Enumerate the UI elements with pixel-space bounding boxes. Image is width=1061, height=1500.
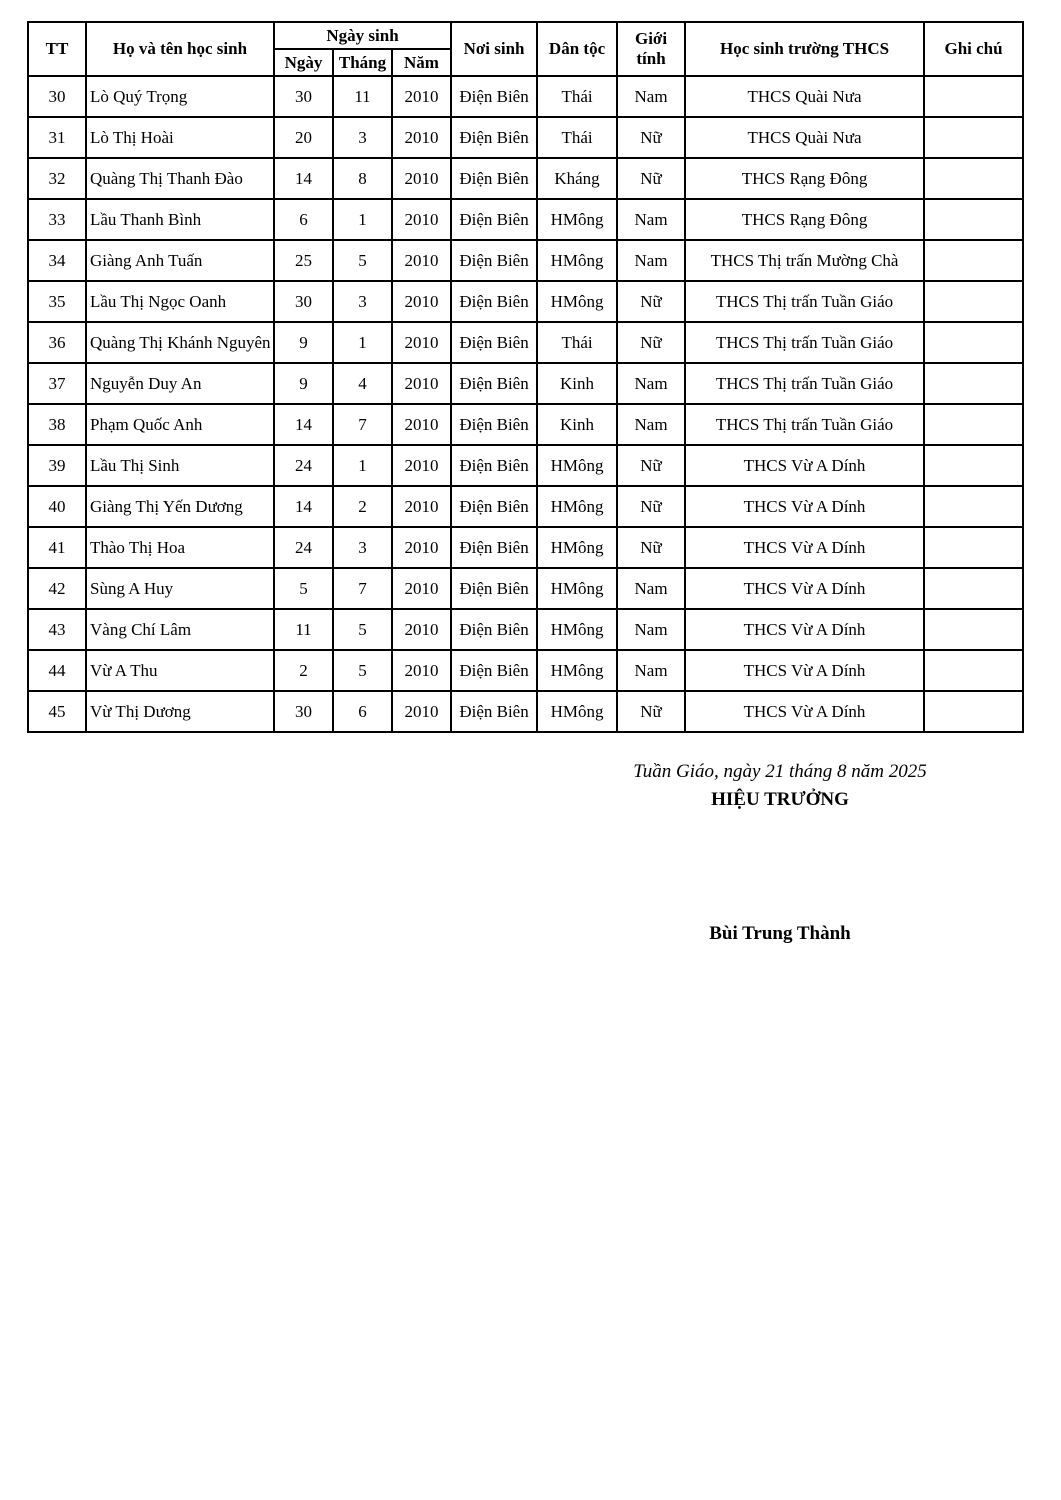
- row-name: Phạm Quốc Anh: [86, 404, 274, 445]
- row-tt: 39: [28, 445, 86, 486]
- header-dob: Ngày sinh: [274, 22, 451, 49]
- row-note: [924, 691, 1023, 732]
- row-tt: 44: [28, 650, 86, 691]
- row-day: 14: [274, 404, 333, 445]
- row-note: [924, 363, 1023, 404]
- row-ethnicity: HMông: [537, 568, 617, 609]
- row-tt: 45: [28, 691, 86, 732]
- row-day: 24: [274, 527, 333, 568]
- table-row: [28, 650, 1023, 691]
- row-month: 4: [333, 363, 392, 404]
- header-name: Họ và tên học sinh: [86, 22, 274, 76]
- row-tt: 40: [28, 486, 86, 527]
- row-gender: Nam: [617, 199, 685, 240]
- header-tt: TT: [28, 22, 86, 76]
- signature-date-line: Tuần Giáo, ngày 21 tháng 8 năm 2025: [633, 761, 927, 782]
- row-ethnicity: HMông: [537, 281, 617, 322]
- row-name: Giàng Thị Yến Dương: [86, 486, 274, 527]
- row-birthplace: Điện Biên: [451, 650, 537, 691]
- row-tt: 43: [28, 609, 86, 650]
- table-body: [28, 76, 1023, 732]
- row-year: 2010: [392, 568, 451, 609]
- row-school: THCS Vừ A Dính: [685, 486, 924, 527]
- row-year: 2010: [392, 691, 451, 732]
- row-gender: Nữ: [617, 117, 685, 158]
- row-school: THCS Vừ A Dính: [685, 650, 924, 691]
- row-note: [924, 486, 1023, 527]
- row-birthplace: Điện Biên: [451, 609, 537, 650]
- row-note: [924, 404, 1023, 445]
- row-note: [924, 240, 1023, 281]
- row-month: 3: [333, 527, 392, 568]
- row-tt: 38: [28, 404, 86, 445]
- header-birthplace: Nơi sinh: [451, 22, 537, 76]
- row-day: 5: [274, 568, 333, 609]
- row-month: 8: [333, 158, 392, 199]
- row-gender: Nữ: [617, 158, 685, 199]
- table-row: [28, 240, 1023, 281]
- row-day: 25: [274, 240, 333, 281]
- row-birthplace: Điện Biên: [451, 240, 537, 281]
- row-school: THCS Quài Nưa: [685, 117, 924, 158]
- row-note: [924, 281, 1023, 322]
- row-name: Lầu Thanh Bình: [86, 199, 274, 240]
- row-month: 11: [333, 76, 392, 117]
- table-row: [28, 568, 1023, 609]
- row-gender: Nữ: [617, 281, 685, 322]
- row-school: THCS Thị trấn Tuần Giáo: [685, 322, 924, 363]
- row-ethnicity: HMông: [537, 486, 617, 527]
- table-row: [28, 363, 1023, 404]
- row-birthplace: Điện Biên: [451, 281, 537, 322]
- row-tt: 42: [28, 568, 86, 609]
- table-header: [28, 22, 1023, 76]
- row-ethnicity: Kinh: [537, 363, 617, 404]
- row-name: Vừ Thị Dương: [86, 691, 274, 732]
- row-note: [924, 199, 1023, 240]
- row-name: Lò Quý Trọng: [86, 76, 274, 117]
- row-gender: Nam: [617, 363, 685, 404]
- row-tt: 31: [28, 117, 86, 158]
- row-school: THCS Thị trấn Mường Chà: [685, 240, 924, 281]
- row-school: THCS Rạng Đông: [685, 158, 924, 199]
- row-gender: Nam: [617, 240, 685, 281]
- row-gender: Nữ: [617, 322, 685, 363]
- row-name: Sùng A Huy: [86, 568, 274, 609]
- row-day: 2: [274, 650, 333, 691]
- row-name: Quàng Thị Khánh Nguyên: [86, 322, 274, 363]
- row-day: 20: [274, 117, 333, 158]
- row-birthplace: Điện Biên: [451, 363, 537, 404]
- row-note: [924, 445, 1023, 486]
- row-tt: 33: [28, 199, 86, 240]
- row-note: [924, 117, 1023, 158]
- row-ethnicity: HMông: [537, 445, 617, 486]
- header-note: Ghi chú: [924, 22, 1023, 76]
- row-ethnicity: Thái: [537, 76, 617, 117]
- row-year: 2010: [392, 445, 451, 486]
- row-school: THCS Vừ A Dính: [685, 568, 924, 609]
- row-day: 9: [274, 363, 333, 404]
- row-month: 5: [333, 609, 392, 650]
- row-name: Lầu Thị Sinh: [86, 445, 274, 486]
- row-month: 7: [333, 568, 392, 609]
- row-month: 5: [333, 650, 392, 691]
- row-year: 2010: [392, 363, 451, 404]
- row-birthplace: Điện Biên: [451, 117, 537, 158]
- row-gender: Nam: [617, 650, 685, 691]
- row-day: 30: [274, 691, 333, 732]
- row-note: [924, 76, 1023, 117]
- row-name: Thào Thị Hoa: [86, 527, 274, 568]
- row-birthplace: Điện Biên: [451, 76, 537, 117]
- row-tt: 36: [28, 322, 86, 363]
- row-year: 2010: [392, 609, 451, 650]
- row-birthplace: Điện Biên: [451, 322, 537, 363]
- row-ethnicity: Thái: [537, 322, 617, 363]
- row-gender: Nam: [617, 404, 685, 445]
- row-tt: 34: [28, 240, 86, 281]
- row-birthplace: Điện Biên: [451, 199, 537, 240]
- row-ethnicity: HMông: [537, 609, 617, 650]
- row-birthplace: Điện Biên: [451, 486, 537, 527]
- row-gender: Nữ: [617, 445, 685, 486]
- row-school: THCS Vừ A Dính: [685, 445, 924, 486]
- signature-title: HIỆU TRƯỞNG: [711, 789, 849, 810]
- table-row: [28, 76, 1023, 117]
- row-month: 1: [333, 322, 392, 363]
- row-year: 2010: [392, 486, 451, 527]
- row-school: THCS Quài Nưa: [685, 76, 924, 117]
- row-month: 3: [333, 281, 392, 322]
- row-month: 3: [333, 117, 392, 158]
- table-row: [28, 691, 1023, 732]
- row-name: Giàng Anh Tuấn: [86, 240, 274, 281]
- row-note: [924, 650, 1023, 691]
- row-day: 30: [274, 281, 333, 322]
- row-name: Quàng Thị Thanh Đào: [86, 158, 274, 199]
- table-row: [28, 281, 1023, 322]
- row-note: [924, 158, 1023, 199]
- table-row: [28, 527, 1023, 568]
- row-birthplace: Điện Biên: [451, 691, 537, 732]
- row-note: [924, 568, 1023, 609]
- row-name: Vừ A Thu: [86, 650, 274, 691]
- row-day: 24: [274, 445, 333, 486]
- signature-name: Bùi Trung Thành: [709, 923, 851, 944]
- row-note: [924, 609, 1023, 650]
- row-gender: Nữ: [617, 527, 685, 568]
- row-ethnicity: HMông: [537, 527, 617, 568]
- row-school: THCS Vừ A Dính: [685, 609, 924, 650]
- row-gender: Nữ: [617, 486, 685, 527]
- row-month: 1: [333, 199, 392, 240]
- row-year: 2010: [392, 158, 451, 199]
- row-month: 1: [333, 445, 392, 486]
- header-gender: Giới tính: [617, 22, 685, 76]
- row-birthplace: Điện Biên: [451, 158, 537, 199]
- student-table: [27, 21, 1024, 733]
- row-day: 6: [274, 199, 333, 240]
- row-school: THCS Vừ A Dính: [685, 527, 924, 568]
- row-year: 2010: [392, 240, 451, 281]
- row-birthplace: Điện Biên: [451, 527, 537, 568]
- row-month: 7: [333, 404, 392, 445]
- table-row: [28, 322, 1023, 363]
- row-name: Lò Thị Hoài: [86, 117, 274, 158]
- table-row: [28, 117, 1023, 158]
- row-school: THCS Vừ A Dính: [685, 691, 924, 732]
- table-row: [28, 404, 1023, 445]
- row-day: 30: [274, 76, 333, 117]
- table-row: [28, 445, 1023, 486]
- row-gender: Nam: [617, 76, 685, 117]
- table-row: [28, 158, 1023, 199]
- row-year: 2010: [392, 76, 451, 117]
- row-year: 2010: [392, 199, 451, 240]
- header-month: Tháng: [333, 49, 392, 76]
- table-row: [28, 609, 1023, 650]
- row-month: 5: [333, 240, 392, 281]
- row-name: Nguyễn Duy An: [86, 363, 274, 404]
- row-tt: 32: [28, 158, 86, 199]
- row-note: [924, 322, 1023, 363]
- row-year: 2010: [392, 650, 451, 691]
- row-day: 14: [274, 158, 333, 199]
- row-day: 9: [274, 322, 333, 363]
- row-day: 11: [274, 609, 333, 650]
- row-birthplace: Điện Biên: [451, 445, 537, 486]
- row-tt: 30: [28, 76, 86, 117]
- row-name: Lầu Thị Ngọc Oanh: [86, 281, 274, 322]
- row-ethnicity: Thái: [537, 117, 617, 158]
- row-school: THCS Thị trấn Tuần Giáo: [685, 404, 924, 445]
- row-ethnicity: Kháng: [537, 158, 617, 199]
- row-tt: 41: [28, 527, 86, 568]
- row-ethnicity: HMông: [537, 199, 617, 240]
- row-gender: Nữ: [617, 691, 685, 732]
- row-gender: Nam: [617, 609, 685, 650]
- row-school: THCS Thị trấn Tuần Giáo: [685, 363, 924, 404]
- row-note: [924, 527, 1023, 568]
- row-month: 6: [333, 691, 392, 732]
- row-name: Vàng Chí Lâm: [86, 609, 274, 650]
- row-day: 14: [274, 486, 333, 527]
- header-year: Năm: [392, 49, 451, 76]
- row-tt: 37: [28, 363, 86, 404]
- header-day: Ngày: [274, 49, 333, 76]
- table-row: [28, 486, 1023, 527]
- row-ethnicity: HMông: [537, 650, 617, 691]
- header-ethnicity: Dân tộc: [537, 22, 617, 76]
- row-year: 2010: [392, 404, 451, 445]
- row-ethnicity: Kinh: [537, 404, 617, 445]
- table-row: [28, 199, 1023, 240]
- row-ethnicity: HMông: [537, 240, 617, 281]
- header-school: Học sinh trường THCS: [685, 22, 924, 76]
- row-month: 2: [333, 486, 392, 527]
- row-school: THCS Rạng Đông: [685, 199, 924, 240]
- row-year: 2010: [392, 117, 451, 158]
- row-ethnicity: HMông: [537, 691, 617, 732]
- row-gender: Nam: [617, 568, 685, 609]
- row-year: 2010: [392, 322, 451, 363]
- row-year: 2010: [392, 281, 451, 322]
- row-tt: 35: [28, 281, 86, 322]
- row-school: THCS Thị trấn Tuần Giáo: [685, 281, 924, 322]
- row-birthplace: Điện Biên: [451, 568, 537, 609]
- row-year: 2010: [392, 527, 451, 568]
- row-birthplace: Điện Biên: [451, 404, 537, 445]
